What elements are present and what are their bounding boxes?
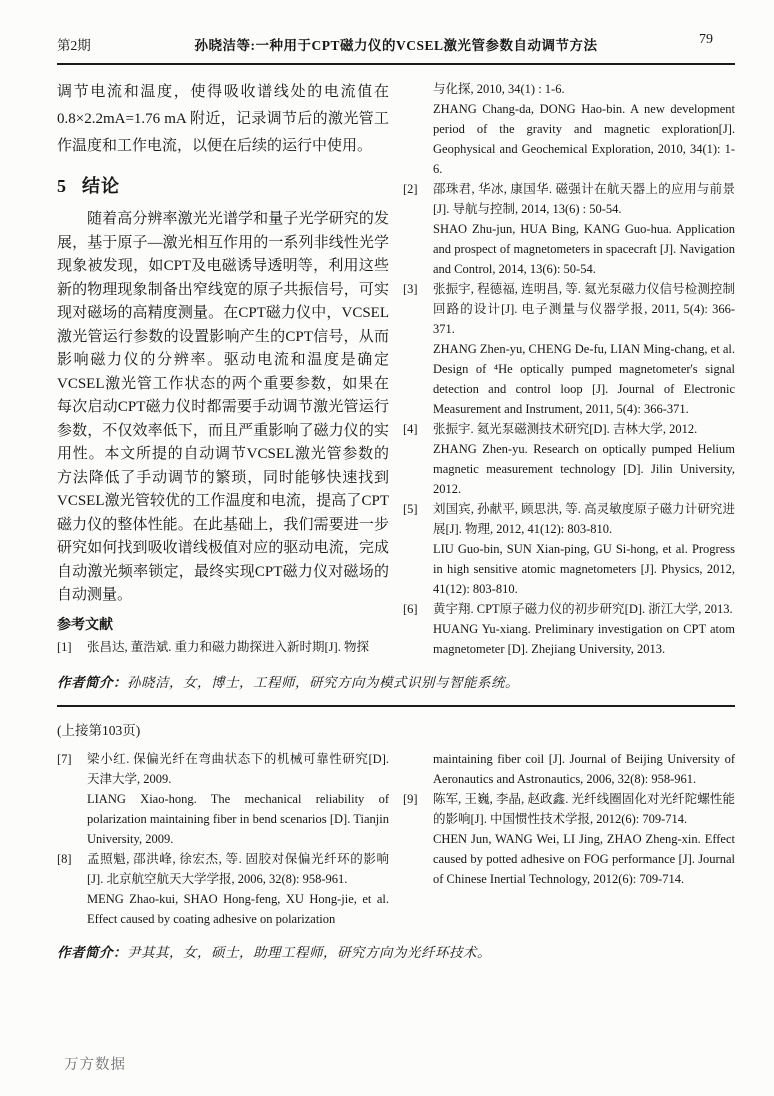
reference-item-2	[403, 179, 735, 279]
references-heading: 参考文献	[57, 617, 113, 633]
reference-text-en: LIU Guo-bin, SUN Xian-ping, GU Si-hong, et al. Progress in high sensitive atomic magnetometers [J]. Physics, 2012, 41(12): 803-810.	[433, 542, 735, 596]
reference-item-1	[57, 637, 389, 657]
right-column	[403, 79, 735, 659]
reference-body	[87, 637, 389, 657]
reference-item-5	[403, 499, 735, 599]
author-bio-label: 作者简介：	[57, 945, 127, 960]
continuation-note: (上接第103页)	[57, 723, 141, 738]
reference-item-3	[403, 279, 735, 419]
reference-body	[433, 499, 735, 599]
author-bio-text: 尹其其，女，硕士，助理工程师，研究方向为光纤环技术。	[127, 945, 491, 960]
reference-item-4	[403, 419, 735, 499]
reference-number: [1]	[57, 639, 72, 654]
reference-text-en: LIANG Xiao-hong. The mechanical reliability of polarization maintaining fiber in bend scenarios [D]. Tianjin University, 2009.	[87, 792, 389, 846]
reference-text-zh: 与化探, 2010, 34(1) : 1-6.	[433, 82, 565, 96]
reference-body	[433, 179, 735, 279]
section-number: 5	[57, 176, 66, 196]
left-column	[57, 79, 389, 659]
reference-number: [5]	[403, 502, 418, 516]
reference-number: [8]	[57, 852, 72, 866]
bottom-left-column	[57, 749, 389, 929]
reference-number: [7]	[57, 752, 72, 766]
reference-text-zh: 黄宇翔. CPT原子磁力仪的初步研究[D]. 浙江大学, 2013.	[433, 602, 733, 616]
reference-item-7	[57, 749, 389, 849]
reference-text-zh: 邵珠君, 华冰, 康国华. 磁强计在航天器上的应用与前景[J]. 导航与控制, 2014, 13(6) : 50-54.	[433, 182, 735, 216]
reference-text-en: maintaining fiber coil [J]. Journal of Beijing University of Aeronautics and Astronautics, 2006, 32(8): 958-961.	[433, 752, 735, 786]
paper-title: 孙晓洁等:一种用于CPT磁力仪的VCSEL激光管参数自动调节方法	[194, 38, 598, 53]
reference-number: [6]	[403, 602, 418, 616]
section-title: 结论	[82, 176, 120, 196]
reference-item-6	[403, 599, 735, 659]
reference-body	[433, 789, 735, 889]
reference-text-en: CHEN Jun, WANG Wei, LI Jing, ZHAO Zheng-xin. Effect caused by potted adhesive on FOG performance [J]. Journal of Chinese Inertial Technology, 2012(6): 709-714.	[433, 832, 735, 886]
reference-text-zh: 梁小红. 保偏光纤在弯曲状态下的机械可靠性研究[D]. 天津大学, 2009.	[87, 752, 389, 786]
reference-text-zh: 张振宇. 氦光泵磁测技术研究[D]. 吉林大学, 2012.	[433, 422, 698, 436]
reference-text-zh: 陈军, 王巍, 李晶, 赵政鑫. 光纤线圈固化对光纤陀螺性能的影响[J]. 中国惯性技术学报, 2012(6): 709-714.	[433, 792, 735, 826]
reference-body	[433, 279, 735, 419]
reference-item-8	[57, 849, 389, 929]
author-bio-text: 孙晓洁，女，博士，工程师，研究方向为模式识别与智能系统。	[127, 675, 519, 690]
reference-1-continuation	[433, 79, 735, 179]
reference-number: [9]	[403, 792, 418, 806]
reference-body	[87, 749, 389, 849]
wanfang-watermark: 万方数据	[64, 1057, 126, 1073]
conclusion-paragraph: 随着高分辨率激光光谱学和量子光学研究的发展，基于原子—激光相互作用的一系列非线性光学现象被发现，如CPT及电磁诱导透明等，利用这些新的物理现象制备出窄线宽的原子共振信号，可实现对磁场的高精度测量。在CPT磁力仪中，VCSEL激光管运行参数的设置影响产生的CPT信号，从而影响磁力仪的分辨率。驱动电流和温度是确定VCSEL激光管工作状态的两个重要参数，如果在每次启动CPT磁力仪时都需要手动调节激光管运行参数，不仅效率低下，而且严重影响了磁力仪的实用性。本文所提的自动调节VCSEL激光管参数的方法降低了手动调节的繁琐，同时能够快速找到VCSEL激光管较优的工作温度和电流，提高了CPT磁力仪的整体性能。在此基础上，我们需要进一步研究如何找到吸收谱线极值对应的驱动电流，完成自动激光频率锁定，最终实现CPT磁力仪对磁场的自动测量。	[57, 211, 389, 603]
running-header	[57, 34, 735, 65]
issue-label: 第2期	[57, 38, 91, 53]
reference-8-continuation	[433, 749, 735, 789]
section-heading	[57, 172, 389, 198]
section-divider	[57, 705, 735, 707]
author-bio-label: 作者简介：	[57, 675, 127, 690]
reference-body	[433, 419, 735, 499]
bottom-columns	[57, 749, 735, 929]
reference-body	[87, 849, 389, 929]
page-number: 79	[699, 32, 713, 47]
reference-text-zh: 张昌达, 董浩斌. 重力和磁力勘探进入新时期[J]. 物探	[87, 639, 369, 654]
bottom-right-column	[403, 749, 735, 929]
reference-item-9	[403, 789, 735, 889]
reference-text-en: ZHANG Chang-da, DONG Hao-bin. A new development period of the gravity and magnetic exploration[J]. Geophysical and Geochemical Exploration, 2010, 34(1): 1-6.	[433, 102, 735, 176]
reference-text-en: ZHANG Zhen-yu. Research on optically pumped Helium magnetic measurement technology [D]. Jilin University, 2012.	[433, 442, 735, 496]
author-bio-1	[57, 673, 735, 693]
reference-text-en: ZHANG Zhen-yu, CHENG De-fu, LIAN Ming-chang, et al. Design of ⁴He optically pumped magnetometer's signal detection and control loop [J]. Journal of Electronic Measurement and Instrument, 2011, 5(4): 366-371.	[433, 342, 735, 416]
intro-paragraph: 调节电流和温度，使得吸收谱线处的电流值在0.8×2.2mA=1.76 mA 附近，记录调节后的激光管工作温度和工作电流，以便在后续的运行中使用。	[57, 84, 389, 154]
author-bio-2	[57, 943, 735, 963]
reference-text-en: HUANG Yu-xiang. Preliminary investigation on CPT atom magnetometer [D]. Zhejiang University, 2013.	[433, 622, 735, 656]
reference-text-en: MENG Zhao-kui, SHAO Hong-feng, XU Hong-jie, et al. Effect caused by coating adhesive on polarization	[87, 892, 389, 926]
reference-number: [2]	[403, 182, 418, 196]
reference-number: [3]	[403, 282, 418, 296]
top-columns	[57, 79, 735, 659]
reference-text-zh: 刘国宾, 孙献平, 顾思洪, 等. 高灵敏度原子磁力计研究进展[J]. 物理, 2012, 41(12): 803-810.	[433, 502, 735, 536]
reference-text-zh: 孟照魁, 邵洪峰, 徐宏杰, 等. 固胶对保偏光纤环的影响[J]. 北京航空航天大学学报, 2006, 32(8): 958-961.	[87, 852, 389, 886]
reference-number: [4]	[403, 422, 418, 436]
reference-text-en: SHAO Zhu-jun, HUA Bing, KANG Guo-hua. Application and prospect of magnetometers in spacecraft [J]. Navigation and Control, 2014, 13(6): 50-54.	[433, 222, 735, 276]
reference-text-zh: 张振宇, 程德福, 连明昌, 等. 氦光泵磁力仪信号检测控制回路的设计[J]. 电子测量与仪器学报, 2011, 5(4): 366-371.	[433, 282, 735, 336]
reference-body	[433, 599, 735, 659]
